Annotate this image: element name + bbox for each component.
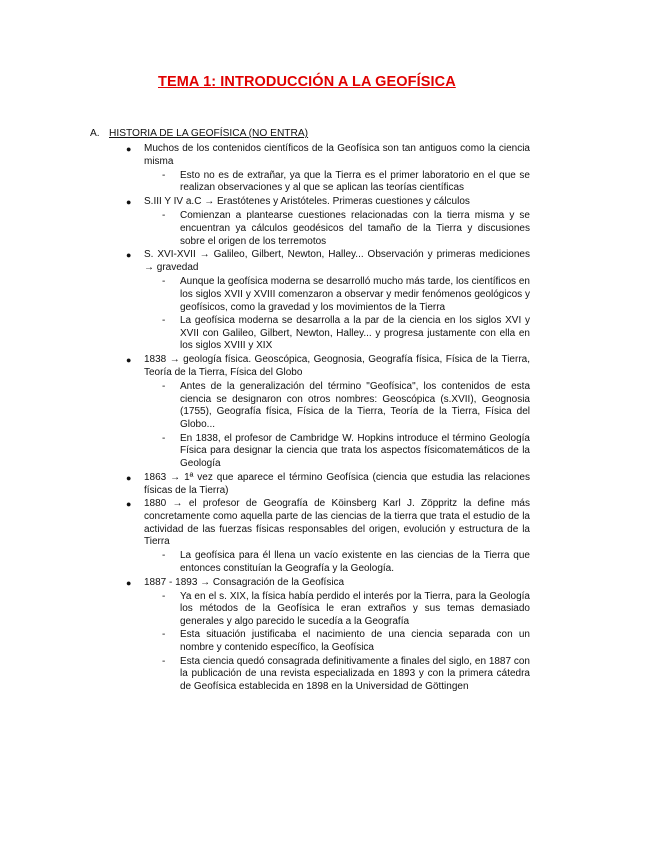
sub-item-text: La geofísica para él llena un vacío existente en las ciencias de la Tierra que entonces constituían la Geografía y la Geología. [180,550,530,574]
dash-icon: - [162,314,166,326]
dash-icon: - [162,655,166,667]
dash-icon: - [162,275,166,287]
section-heading [90,128,308,139]
sub-list [144,550,530,576]
bullet-dot-icon: ● [126,472,132,483]
bullet-dot-icon: ● [126,355,132,366]
bullet-item [124,143,530,195]
bullet-list [124,143,530,695]
dash-icon: - [162,380,166,392]
bullet-item [124,196,530,248]
bullet-item [124,354,530,471]
dash-icon: - [162,432,166,444]
sub-list [144,276,530,353]
sub-item-text: Esto no es de extrañar, ya que la Tierra es el primer laboratorio en el que se realizan observaciones y al que se aplican las teorías científicas [180,169,530,194]
sub-item [144,276,530,314]
bullet-text: Muchos de los contenidos científicos de la Geofísica son tan antiguos como la ciencia misma [144,143,530,167]
bullet-text: 1887 - 1893 → Consagración de la Geofísica [144,576,345,588]
sub-item-text: Comienzan a plantearse cuestiones relacionadas con la tierra misma y se encuentran ya cálculos geodésicos del tamaño de la Tierra y discusiones sobre el origen de los terremotos [180,209,530,247]
sub-list [144,170,530,196]
dash-icon: - [162,209,166,221]
sub-item [144,656,530,694]
section-heading-text: HISTORIA DE LA GEOFÍSICA (NO ENTRA) [109,128,309,139]
sub-item [144,381,530,432]
sub-item [144,170,530,196]
bullet-dot-icon: ● [126,197,132,208]
sub-item-text: Antes de la generalización del término "Geofísica", los contenidos de esta ciencia se designaron con otros nombres: Geoscópica (s.XVII), Geognosia (1755), Geografía física, Física de la Tierra, Teoría de la Tierra, Física del Globo... [180,380,530,431]
bullet-text: S. XVI-XVII → Galileo, Gilbert, Newton, Halley... Observación y primeras mediciones → gravedad [144,249,530,274]
bullet-text: S.III Y IV a.C → Erastótenes y Aristóteles. Primeras cuestiones y cálculos [144,196,470,208]
sub-list [144,381,530,471]
page-title: TEMA 1: INTRODUCCIÓN A LA GEOFÍSICA [158,74,456,90]
sub-item [144,210,530,248]
bullet-item [124,472,530,498]
section-letter: A. [90,128,100,139]
sub-item-text: Aunque la geofísica moderna se desarrolló mucho más tarde, los científicos en los siglos XVII y XVIII comenzaron a observar y medir fenómenos geológicos y geofísicos, como la gravedad y los movimientos de la Tierra [180,275,530,313]
bullet-text: 1838 → geología física. Geoscópica, Geognosia, Geografía física, Física de la Tierra, Teoría de la Tierra, Física del Globo [144,354,530,379]
sub-item-text: Ya en el s. XIX, la física había perdido el interés por la Tierra, para la Geología los métodos de la Geofísica le eran extraños y sus temas demasiado generales y algo parecido le sucedía a la Geografía [180,590,530,628]
sub-item-text: En 1838, el profesor de Cambridge W. Hopkins introduce el término Geología Física para designar la ciencia que trata los aspectos físicomatemáticos de la Geología [180,432,530,470]
sub-item [144,315,530,353]
bullet-dot-icon: ● [126,499,132,510]
sub-item-text: Esta situación justificaba el nacimiento de una ciencia separada con un nombre y contenido específico, la Geofísica [180,629,530,654]
sub-item [144,629,530,655]
sub-item [144,550,530,576]
bullet-dot-icon: ● [126,577,132,588]
sub-item-text: La geofísica moderna se desarrolla a la par de la ciencia en los siglos XVI y XVII con Galileo, Gilbert, Newton, Halley... y progresa justamente con ella en los siglos XVIII y XIX [180,314,530,352]
dash-icon: - [162,169,166,181]
sub-list [144,210,530,248]
bullet-text: 1863 → 1ª vez que aparece el término Geofísica (ciencia que estudia las relaciones físicas de la Tierra) [144,471,530,496]
bullet-dot-icon: ● [126,144,132,154]
bullet-item [124,498,530,576]
sub-item [144,433,530,471]
bullet-item [124,577,530,694]
dash-icon: - [162,550,166,562]
bullet-item [124,249,530,353]
bullet-dot-icon: ● [126,250,132,261]
sub-item-text: Esta ciencia quedó consagrada definitivamente a finales del siglo, en 1887 con la publicación de una revista especializada en 1893 y con la primera cátedra de Geofísica establecida en 1898 en la Universidad de Göttingen [180,655,530,693]
sub-item [144,591,530,629]
sub-list [144,591,530,694]
bullet-text: 1880 → el profesor de Geografía de Köinsberg Karl J. Zöppritz la define más concretamente como aquella parte de las ciencias de la tierra que trata el estudio de la actividad de las fuerzas físicas responsables del origen, evolución y estructura de la Tierra [144,498,530,548]
dash-icon: - [162,590,166,602]
dash-icon: - [162,629,166,641]
